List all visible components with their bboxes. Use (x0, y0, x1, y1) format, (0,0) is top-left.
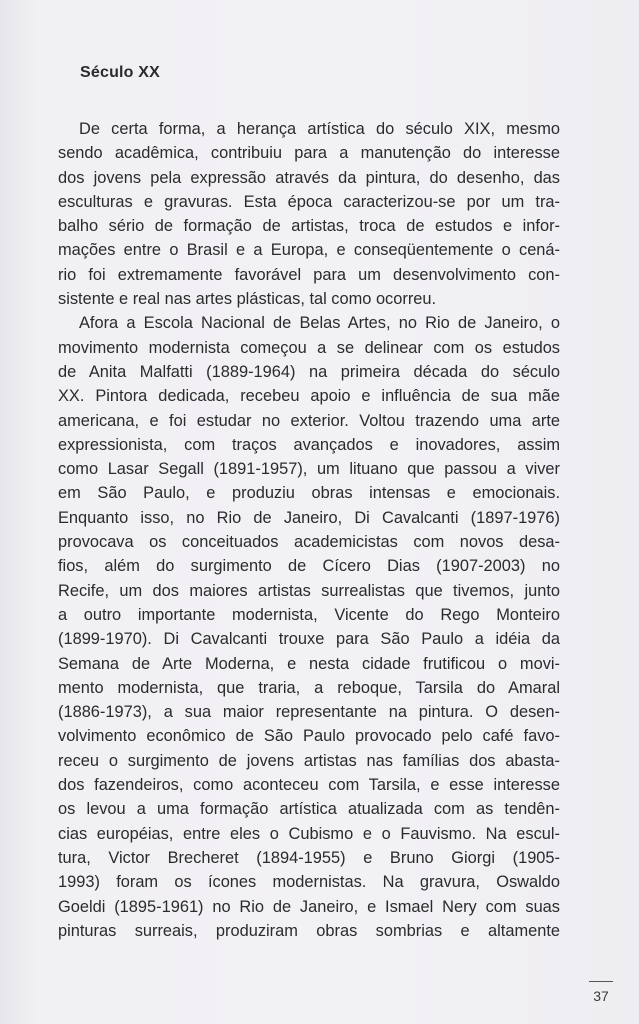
text-line: dos fazendeiros, como aconteceu com Tarsila, e esse interesse (58, 776, 560, 795)
text-line: provocava os conceituados academicistas com novos desa- (58, 533, 560, 552)
text-line: de Anita Malfatti (1889-1964) na primeira década do século (58, 362, 560, 381)
text-line: mações entre o Brasil e a Europa, e conseqüentemente o cená- (58, 241, 560, 260)
text-line: Recife, um dos maiores artistas surrealistas que tivemos, junto (58, 581, 560, 600)
text-line: em São Paulo, e produziu obras intensas e emocionais. (58, 484, 560, 503)
text-line: dos jovens pela expressão através da pintura, do desenho, das (58, 168, 560, 187)
text-line: Afora a Escola Nacional de Belas Artes, no Rio de Janeiro, o (79, 314, 560, 333)
text-line: mento modernista, que traria, a reboque, Tarsila do Amaral (58, 678, 560, 697)
text-line: balho sério de formação de artistas, troca de estudos e infor- (58, 217, 560, 236)
text-line: sendo acadêmica, contribuiu para a manutenção do interesse (58, 144, 560, 163)
text-line: cias européias, entre eles o Cubismo e o Fauvismo. Na escul- (58, 824, 560, 843)
text-line: Enquanto isso, no Rio de Janeiro, Di Cavalcanti (1897-1976) (58, 508, 560, 527)
text-line: como Lasar Segall (1891-1957), um lituano que passou a viver (58, 460, 560, 479)
text-line: volvimento econômico de São Paulo provocado pelo café favo- (58, 727, 560, 746)
body-text (58, 117, 560, 943)
text-line: movimento modernista começou a se delinear com os estudos (58, 338, 560, 357)
text-line: 1993) foram os ícones modernistas. Na gravura, Oswaldo (58, 873, 560, 892)
paragraph-1 (58, 117, 560, 311)
footer-rule (589, 981, 613, 982)
page-number: 37 (593, 988, 609, 1004)
text-line: (1886-1973), a sua maior representante na pintura. O desen- (58, 703, 560, 722)
text-line: a outro importante modernista, Vicente do Rego Monteiro (58, 605, 560, 624)
text-line: esculturas e gravuras. Esta época caracterizou-se por um tra- (58, 192, 560, 211)
text-line: XX. Pintora dedicada, recebeu apoio e influência de sua mãe (58, 387, 560, 406)
text-line: americana, e foi estudar no exterior. Voltou trazendo uma arte (58, 411, 560, 430)
text-line: sistente e real nas artes plásticas, tal como ocorreu. (58, 290, 437, 309)
text-line: (1899-1970). Di Cavalcanti trouxe para São Paulo a idéia da (58, 630, 560, 649)
text-line: De certa forma, a herança artística do século XIX, mesmo (79, 120, 560, 138)
text-line: pinturas surreais, produziram obras sombrias e altamente (58, 921, 560, 940)
text-line: expressionista, com traços avançados e inovadores, assim (58, 435, 560, 454)
paragraph-2 (58, 311, 560, 943)
section-heading: Século XX (80, 64, 161, 81)
text-line: Goeldi (1895-1961) no Rio de Janeiro, e Ismael Nery com suas (58, 897, 560, 916)
text-line: tura, Victor Brecheret (1894-1955) e Bruno Giorgi (1905- (58, 848, 560, 867)
text-line: fios, além do surgimento de Cícero Dias (1907-2003) no (58, 557, 560, 576)
text-line: Semana de Arte Moderna, e nesta cidade frutificou o movi- (58, 654, 560, 673)
text-line: receu o surgimento de jovens artistas nas famílias dos abasta- (58, 751, 560, 770)
text-line: os levou a uma formação artística atualizada com as tendên- (58, 800, 560, 819)
text-line: rio foi extremamente favorável para um desenvolvimento con- (58, 265, 560, 284)
